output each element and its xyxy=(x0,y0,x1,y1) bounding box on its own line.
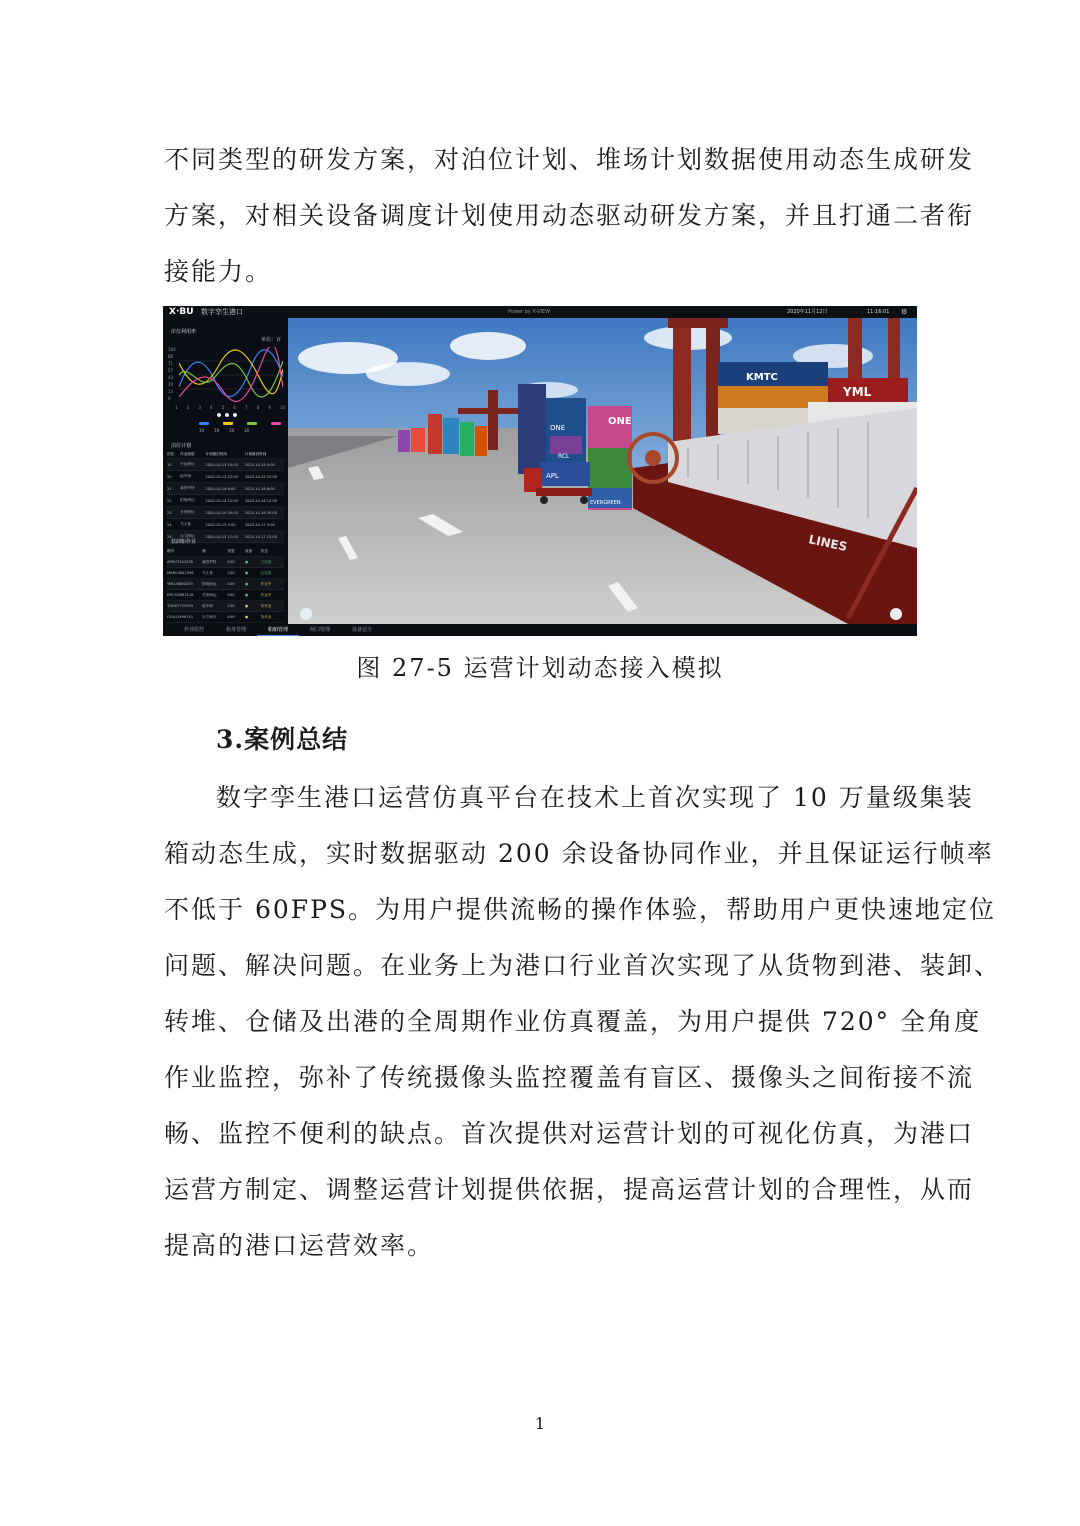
x-tick: 3 xyxy=(198,405,201,410)
y-tick: 14 xyxy=(168,389,174,394)
container-label: YML xyxy=(843,385,872,399)
chart-line-yellow xyxy=(179,350,283,394)
legend-swatch xyxy=(271,422,281,425)
text-line: 提高的港口运营效率。 xyxy=(164,1231,435,1260)
chart-title: 岸位利用率 xyxy=(171,329,197,335)
x-tick: 5 xyxy=(221,405,225,410)
y-tick: 86 xyxy=(168,354,174,359)
y-tick: 0 xyxy=(168,396,171,401)
y-tick: 100 xyxy=(168,347,176,352)
berth-plan-table xyxy=(167,450,284,543)
y-tick: 71 xyxy=(168,361,174,366)
view-icon[interactable] xyxy=(890,608,902,620)
app-time: 11:16:01 xyxy=(867,309,890,315)
pager-dot[interactable] xyxy=(217,413,221,417)
page-number: 1 xyxy=(534,1414,546,1433)
x-tick: 9 xyxy=(268,405,271,410)
text-line: 畅、监控不便利的缺点。首次提供对运营计划的可视化仿真，为港口 xyxy=(164,1119,975,1148)
x-tick: 8 xyxy=(256,405,260,410)
tab-gate-management[interactable]: 闸口管理 xyxy=(309,627,330,633)
app-top-bar xyxy=(163,306,917,318)
chart-line-blue xyxy=(179,350,283,397)
app-date: 2020年11月12日 xyxy=(787,309,828,315)
x-tick: 4 xyxy=(209,405,213,410)
tab-ship-management[interactable]: 船舶管理 xyxy=(257,624,299,636)
legend-value: 19 xyxy=(214,428,220,433)
x-tick: 2 xyxy=(186,405,190,410)
job-title: 装卸船作业 xyxy=(171,539,197,545)
legend-values xyxy=(199,428,249,433)
text-line: 转堆、仓储及出港的全周期作业仿真覆盖，为用户提供 720° 全角度 xyxy=(164,1007,982,1036)
summary-paragraph xyxy=(164,770,1002,1274)
app-title: 数字孪生港口 xyxy=(201,308,243,316)
intro-paragraph xyxy=(164,132,975,300)
x-tick: 6 xyxy=(233,405,236,410)
table-row[interactable]: TGHU7719925 地中海 20G ● 待作业 xyxy=(167,601,284,612)
x-tick: 10 xyxy=(279,405,285,410)
container-label: APL xyxy=(546,472,559,480)
device-icon: ● xyxy=(244,593,249,597)
y-tick: 43 xyxy=(168,375,174,380)
text-line: 问题、解决问题。在业务上为港口行业首次实现了从货物到港、装卸、 xyxy=(164,951,1002,980)
table-row[interactable]: APHU7241078 赫伯罗特 40G ● 已完成 xyxy=(167,557,284,568)
container-label: ONE xyxy=(550,424,566,432)
legend-value: 20 xyxy=(244,428,250,433)
table-row[interactable]: YMLU4880249 阳明海运 40H ● 作业中 xyxy=(167,579,284,590)
gear-icon[interactable]: ⚙ xyxy=(901,308,908,316)
chart-x-axis xyxy=(175,405,285,410)
berth-plan-title: 泊位计划 xyxy=(171,443,192,449)
tab-operation-monitor[interactable]: 作业监控 xyxy=(183,627,204,633)
device-icon: ● xyxy=(244,560,249,564)
text-line: 方案，对相关设备调度计划使用动态驱动研发方案，并且打通二者衔 xyxy=(164,201,975,230)
x-tick: 7 xyxy=(244,405,248,410)
app-bottom-nav xyxy=(163,624,917,636)
pager-dot[interactable] xyxy=(225,413,229,417)
chart-y-axis xyxy=(168,346,178,402)
text-line: 运营方制定、调整运营计划提供依据，提高运营计划的合理性，从而 xyxy=(164,1175,975,1204)
berth-utilization-chart xyxy=(179,347,283,403)
table-row[interactable]: 25 达飞海运 2020-10-15 12:00 2020-10-17 12:00 xyxy=(167,531,284,543)
y-tick: 57 xyxy=(168,368,174,373)
tab-box-management[interactable]: 箱务管理 xyxy=(225,627,246,633)
legend-swatch xyxy=(223,422,233,425)
legend-value: 20 xyxy=(229,428,235,433)
chart-unit: 单位：百 xyxy=(261,337,282,343)
text-line: 不同类型的研发方案，对泊位计划、堆场计划数据使用动态生成研发 xyxy=(164,145,975,174)
camera-icon[interactable] xyxy=(300,608,312,620)
table-row[interactable]: MRKU3641096 马士基 20G ● 已完成 xyxy=(167,568,284,579)
app-logo: X·BU xyxy=(169,307,194,317)
pager-dot[interactable] xyxy=(233,413,237,417)
text-line: 数字孪生港口运营仿真平台在技术上首次实现了 10 万量级集装 xyxy=(216,783,974,812)
legend-value: 19 xyxy=(199,428,205,433)
table-row[interactable]: EMCU4987126 长荣海运 40G ● 作业中 xyxy=(167,590,284,601)
table-row[interactable]: 20 地中海 2020-10-13 22:00 2020-10-15 22:00 xyxy=(167,471,284,483)
table-row[interactable]: 19 中远海运 2020-10-13 10:00 2020-10-15 0:00 xyxy=(167,459,284,471)
figure-caption: 图 27-5 运营计划动态接入模拟 xyxy=(356,654,724,682)
dashboard-panel xyxy=(163,318,288,624)
text-line: 箱动态生成，实时数据驱动 200 余设备协同作业，并且保证运行帧率 xyxy=(164,839,994,868)
app-credit: Power by X-VIEW xyxy=(508,309,551,315)
legend-swatch xyxy=(199,422,209,425)
chart-pager[interactable] xyxy=(217,413,237,417)
table-row[interactable]: 24 马士基 2020-10-15 4:00 2020-10-17 4:00 xyxy=(167,519,284,531)
device-icon: ● xyxy=(244,582,249,586)
x-tick: 1 xyxy=(175,405,178,410)
device-icon: ● xyxy=(244,571,249,575)
table-header: 泊位 作业船舶 计划靠泊时间 计划离泊时间 xyxy=(167,450,284,459)
container-label: ONE xyxy=(608,416,632,427)
chart-legend xyxy=(199,422,281,425)
table-row[interactable]: 21 赫伯罗特 2020-10-14 6:00 2020-10-16 6:00 xyxy=(167,483,284,495)
container-label: EVERGREEN xyxy=(590,500,621,506)
legend-swatch xyxy=(247,422,257,425)
table-row[interactable]: 23 长荣海运 2020-10-14 20:00 2020-10-16 20:00 xyxy=(167,507,284,519)
table-row[interactable]: OOLU2496741 东方海外 40H ● 待作业 xyxy=(167,612,284,623)
text-line: 接能力。 xyxy=(164,257,273,286)
text-line: 不低于 60FPS。为用户提供流畅的操作体验，帮助用户更快速地定位 xyxy=(164,895,997,924)
device-icon: ● xyxy=(244,615,249,619)
port-3d-scene xyxy=(288,318,917,624)
table-row[interactable]: 22 阳明海运 2020-10-14 12:00 2020-10-16 12:00 xyxy=(167,495,284,507)
hull-label: LINES xyxy=(807,532,849,555)
port-simulation-screenshot xyxy=(163,306,917,636)
device-icon: ● xyxy=(244,604,249,608)
tab-equipment-safety[interactable]: 设备安全 xyxy=(351,627,372,633)
job-table xyxy=(167,546,284,623)
container-label: RCL xyxy=(558,453,570,460)
text-line: 作业监控，弥补了传统摄像头监控覆盖有盲区、摄像头之间衔接不流 xyxy=(164,1063,975,1092)
table-header: 箱号 船 类型 设备 状态 xyxy=(167,546,284,557)
section-heading: 3.案例总结 xyxy=(216,725,349,754)
y-tick: 29 xyxy=(168,382,174,387)
container-label: KMTC xyxy=(746,372,778,383)
